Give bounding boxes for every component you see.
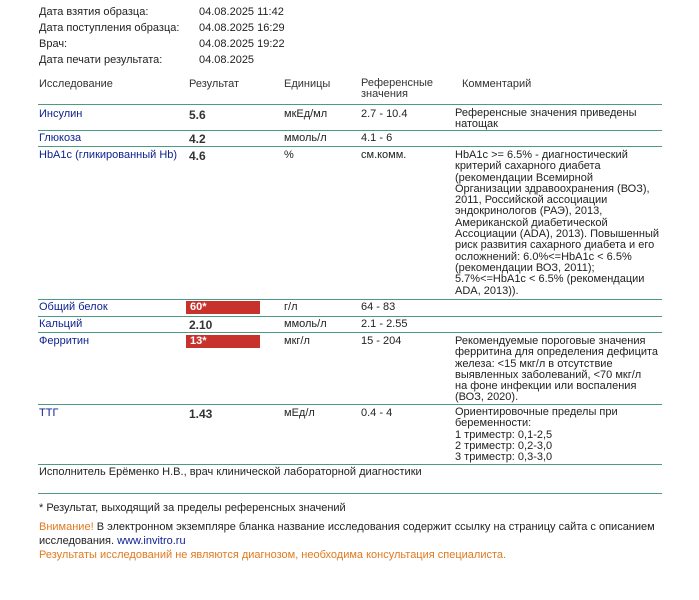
meta-value-sample-date: 04.08.2025 11:42 bbox=[199, 6, 284, 18]
comment-line: Референсные значения приведены bbox=[455, 107, 637, 119]
reference-hba1c: см.комм. bbox=[361, 149, 407, 161]
comment-hba1c bbox=[455, 150, 670, 297]
result-hba1c: 4.6 bbox=[189, 149, 206, 163]
test-name-insulin[interactable]: Инсулин bbox=[39, 108, 83, 120]
comment-line: беременности: bbox=[455, 417, 532, 430]
notice bbox=[39, 520, 679, 562]
comment-line: ADA, 2013)). bbox=[455, 284, 519, 297]
reference-calcium: 2.1 - 2.55 bbox=[361, 318, 408, 330]
test-name-glucose[interactable]: Глюкоза bbox=[39, 132, 82, 144]
result-calcium: 2.10 bbox=[189, 318, 213, 332]
comment-line: 2 триместр: 0,2-3,0 bbox=[455, 439, 553, 452]
notice-line-2 bbox=[39, 534, 679, 548]
meta-value-doctor: 04.08.2025 19:22 bbox=[199, 38, 285, 50]
row-divider bbox=[38, 104, 662, 105]
notice-text-prefix: исследования. bbox=[39, 535, 118, 547]
reference-glucose: 4.1 - 6 bbox=[361, 132, 393, 144]
notice-warning: Внимание! bbox=[39, 521, 94, 533]
row-divider bbox=[38, 316, 662, 317]
comment-line: 3 триместр: 0,3-3,0 bbox=[455, 451, 553, 464]
comment-line: эндокринологов (РАЭ), 2013, bbox=[455, 205, 603, 218]
meta-value-receipt-date: 04.08.2025 16:29 bbox=[199, 22, 285, 34]
row-divider bbox=[38, 464, 662, 465]
disclaimer: Результаты исследований не являются диагнозом, необходима консультация специалиста. bbox=[39, 549, 507, 561]
result-tsh: 1.43 bbox=[189, 407, 213, 421]
meta-label-receipt-date: Дата поступления образца: bbox=[39, 22, 180, 34]
header-reference-line2: значения bbox=[361, 88, 409, 100]
comment-line: Ассоциации (ADA), 2013). Повышенный bbox=[455, 228, 660, 241]
meta-value-print-date: 04.08.2025 bbox=[199, 54, 255, 66]
comment-line: критерий сахарного диабета bbox=[455, 160, 601, 173]
result-total-protein-flagged: 60* bbox=[186, 301, 260, 314]
comment-tsh bbox=[455, 407, 670, 463]
comment-ferritin bbox=[455, 336, 670, 404]
comment-line: натощак bbox=[455, 118, 498, 131]
row-divider bbox=[38, 332, 662, 333]
comment-line: (ВОЗ, 2020). bbox=[455, 391, 519, 404]
reference-tsh: 0.4 - 4 bbox=[361, 407, 393, 419]
row-divider bbox=[38, 299, 662, 300]
comment-line: выявленных заболеваний, <70 мкг/л bbox=[455, 368, 642, 381]
header-reference-line1: Референсные bbox=[361, 77, 434, 89]
notice-line-1 bbox=[39, 520, 679, 534]
meta-label-sample-date: Дата взятия образца: bbox=[39, 6, 149, 18]
result-ferritin-flagged: 13* bbox=[186, 335, 260, 348]
header-reference bbox=[361, 78, 433, 100]
header-comment: Комментарий bbox=[462, 78, 532, 90]
header-result: Результат bbox=[189, 78, 240, 90]
comment-line: HbA1c >= 6.5% - диагностический bbox=[455, 149, 628, 161]
footer-divider bbox=[38, 493, 662, 494]
reference-insulin: 2.7 - 10.4 bbox=[361, 108, 408, 120]
comment-line: 1 триместр: 0,1-2,5 bbox=[455, 428, 553, 441]
comment-line: железа: <15 мкг/л в отсутствие bbox=[455, 357, 613, 370]
comment-line: на фоне инфекции или воспаления bbox=[455, 380, 637, 393]
test-name-tsh[interactable]: ТТГ bbox=[39, 407, 59, 419]
comment-line: Рекомендуемые пороговые значения bbox=[455, 335, 646, 347]
invitro-link[interactable]: www.invitro.ru bbox=[117, 535, 186, 547]
notice-text: В электронном экземпляре бланка название исследования содержит ссылку на страницу сайта с описанием bbox=[93, 521, 655, 533]
reference-total-protein: 64 - 83 bbox=[361, 301, 396, 313]
test-name-hba1c[interactable]: HbA1c (гликированный Hb) bbox=[39, 149, 178, 161]
units-insulin: мкЕд/мл bbox=[284, 108, 328, 120]
result-glucose: 4.2 bbox=[189, 132, 206, 146]
meta-label-doctor: Врач: bbox=[39, 38, 68, 50]
comment-line: риск развития сахарного диабета и его bbox=[455, 239, 655, 252]
test-name-calcium[interactable]: Кальций bbox=[39, 318, 83, 330]
comment-line: ферритина для определения дефицита bbox=[455, 346, 659, 359]
comment-line: 2011, Российской ассоциации bbox=[455, 194, 608, 207]
performer: Исполнитель Ерёменко Н.В., врач клинической лабораторной диагностики bbox=[39, 466, 422, 478]
meta-label-print-date: Дата печати результата: bbox=[39, 54, 163, 66]
result-insulin: 5.6 bbox=[189, 108, 206, 122]
comment-line: 5.7%<=HbA1c < 6.5% (рекомендации bbox=[455, 273, 645, 286]
comment-line: (рекомендации ВОЗ, 2011); bbox=[455, 261, 595, 274]
header-units: Единицы bbox=[284, 78, 331, 90]
units-calcium: ммоль/л bbox=[284, 318, 327, 330]
test-name-total-protein[interactable]: Общий белок bbox=[39, 301, 108, 313]
units-ferritin: мкг/л bbox=[284, 335, 310, 347]
reference-ferritin: 15 - 204 bbox=[361, 335, 402, 347]
row-divider bbox=[38, 146, 662, 147]
comment-line: (рекомендации Всемирной bbox=[455, 171, 594, 184]
units-tsh: мЕд/л bbox=[284, 407, 315, 419]
units-hba1c: % bbox=[284, 149, 294, 161]
header-test: Исследование bbox=[39, 78, 113, 90]
comment-line: Американской диабетической bbox=[455, 216, 608, 229]
footnote: * Результат, выходящий за пределы референсных значений bbox=[39, 502, 346, 514]
units-total-protein: г/л bbox=[284, 301, 298, 313]
test-name-ferritin[interactable]: Ферритин bbox=[39, 335, 90, 347]
comment-line: Организации здравоохранения (ВОЗ), bbox=[455, 182, 650, 195]
row-divider bbox=[38, 404, 662, 405]
units-glucose: ммоль/л bbox=[284, 132, 327, 144]
comment-insulin bbox=[455, 108, 670, 131]
comment-line: осложнений: 6.0%<=HbA1c < 6.5% bbox=[455, 250, 632, 263]
comment-line: Ориентировочные пределы при bbox=[455, 406, 618, 418]
